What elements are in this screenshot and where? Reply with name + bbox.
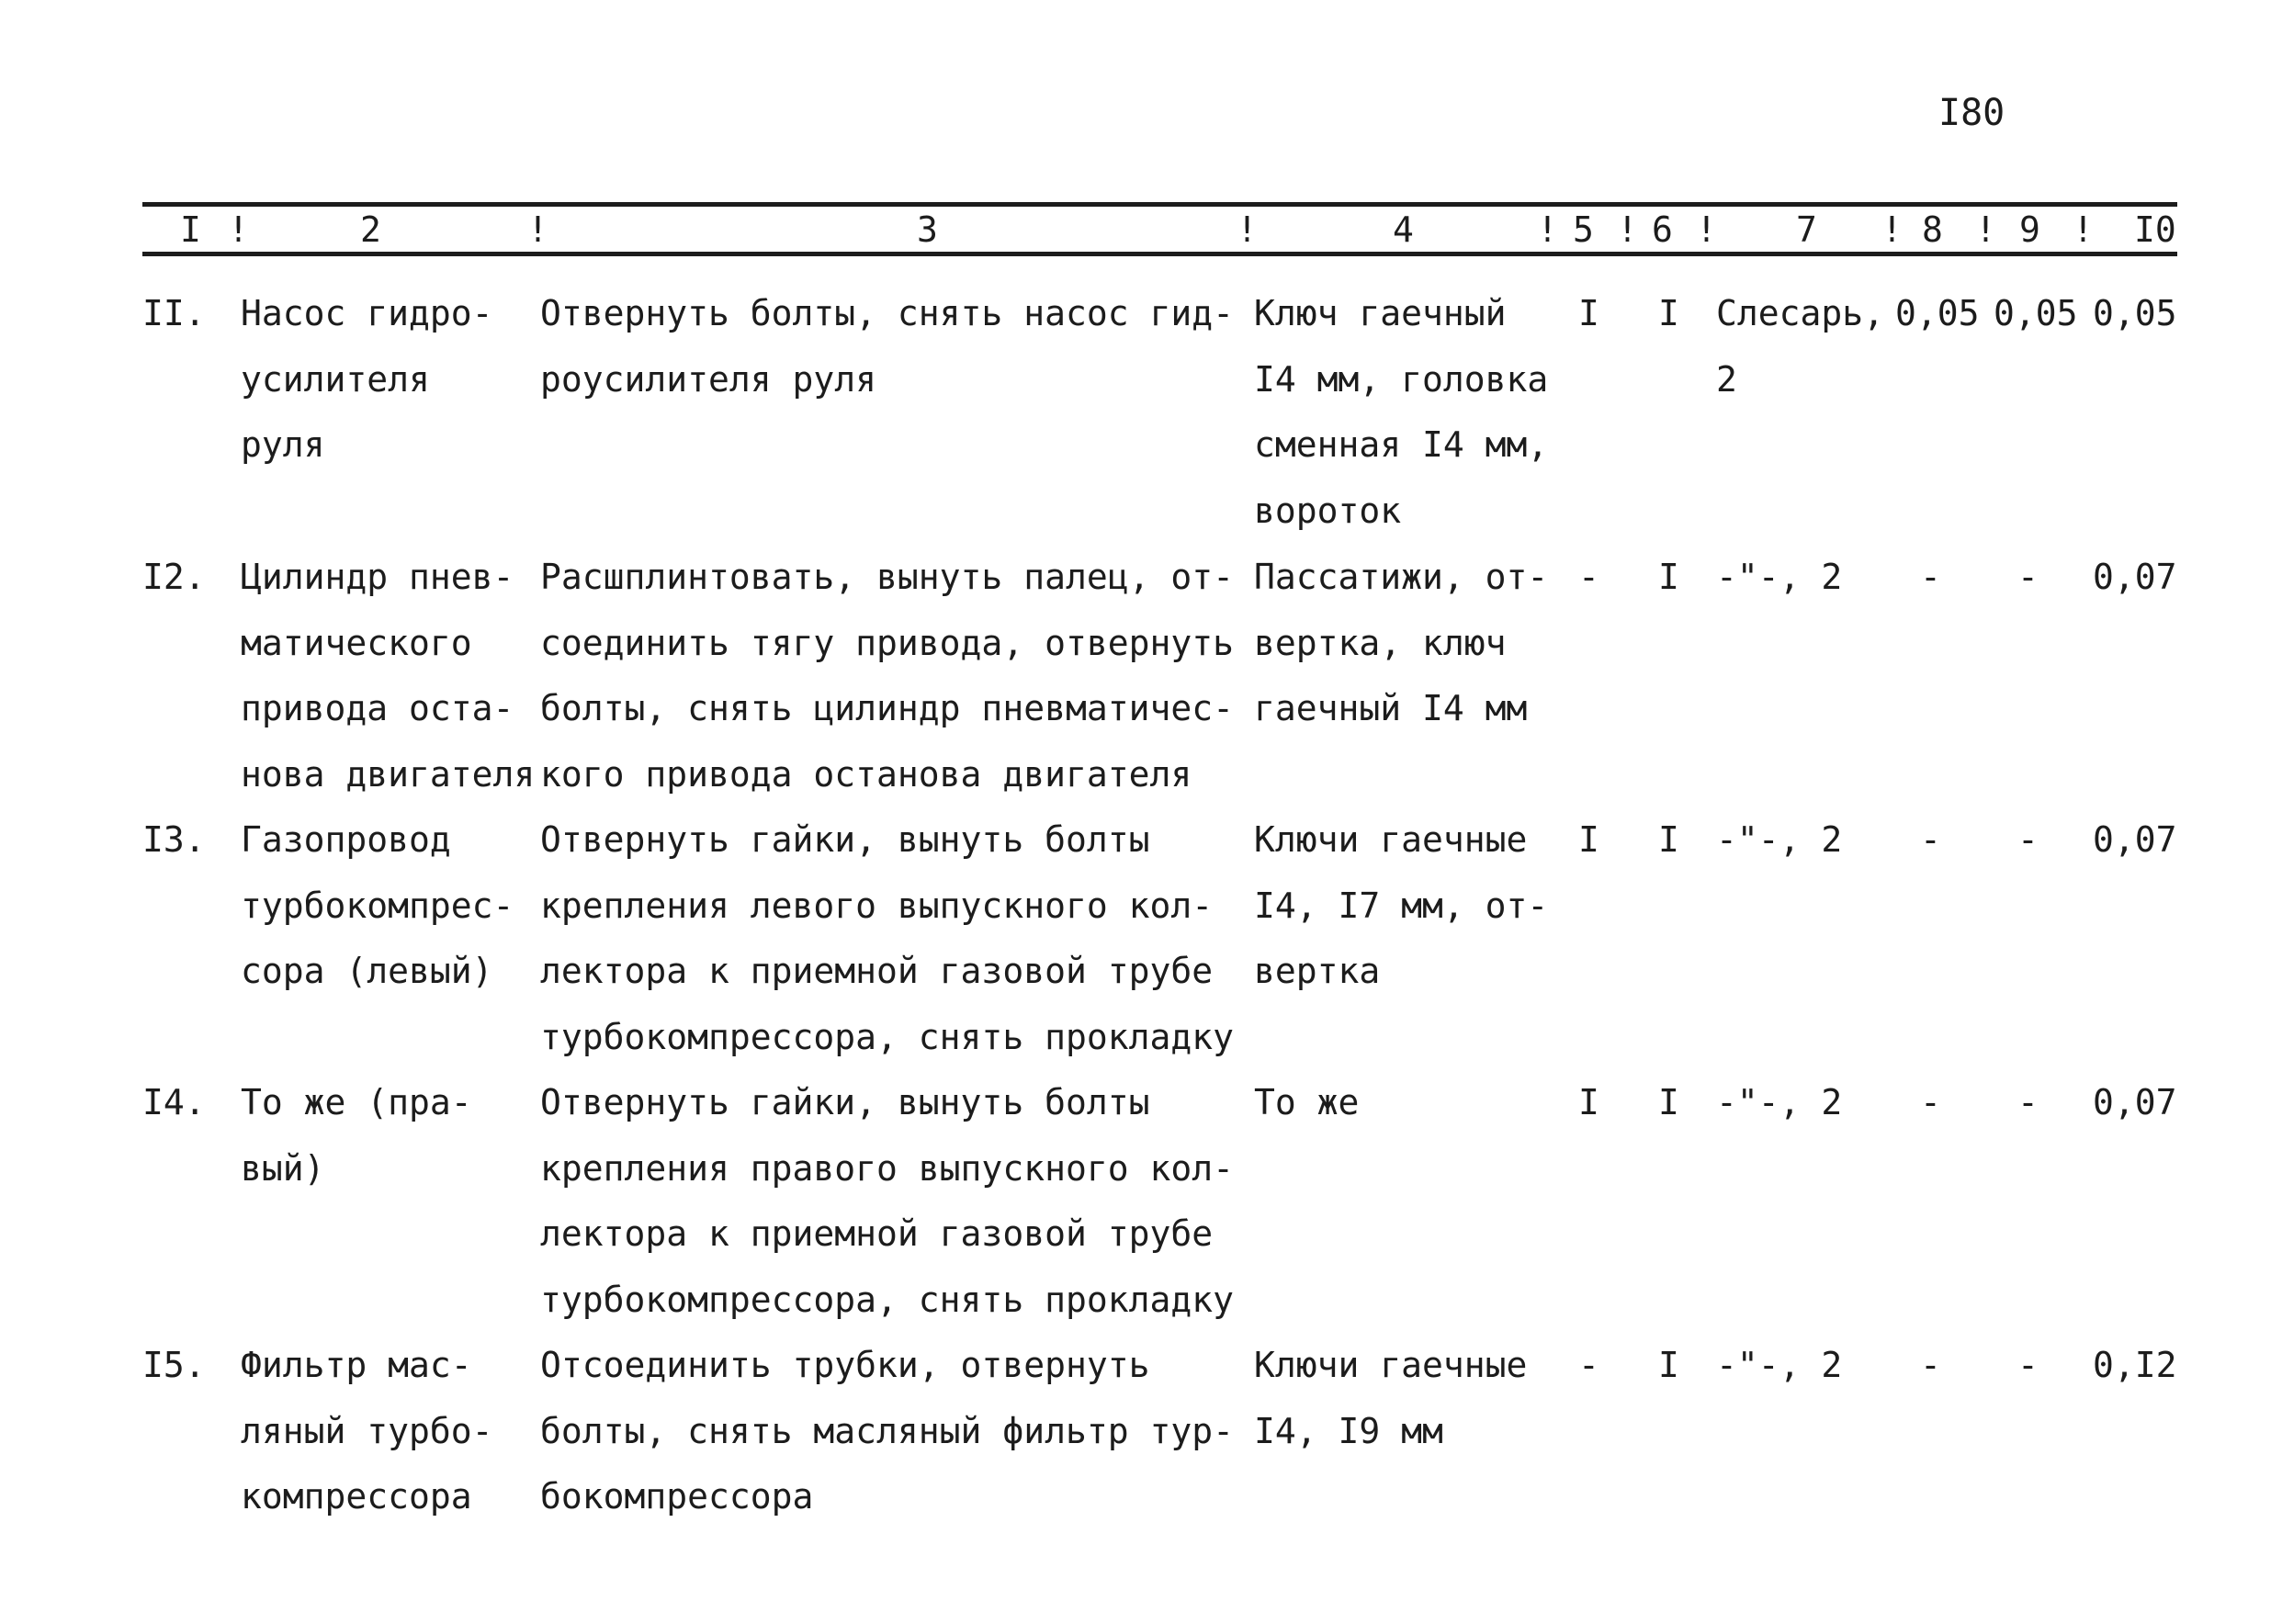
operation-text: Расшплинтовать, вынуть палец, от- соединить тягу привода, отвернуть болты, снять цилиндр пневматичес- кого привода останова двигателя: [540, 557, 1234, 795]
tool-text: Ключ гаечный I4 мм, головка сменная I4 мм, вороток: [1254, 293, 1549, 531]
col-8-value: -: [1920, 557, 1941, 597]
col-6-value: I: [1658, 1345, 1679, 1385]
header-separator: !: [1617, 209, 1638, 250]
col-5-value: I: [1578, 293, 1599, 333]
header-col-9: 9: [2019, 209, 2040, 250]
header-separator: !: [1696, 209, 1717, 250]
worker-text: -"-, 2: [1716, 819, 1843, 860]
col-9-value: 0,05: [1994, 293, 2078, 333]
col-6-value: I: [1658, 819, 1679, 860]
worker-text: -"-, 2: [1716, 557, 1843, 597]
header-separator: !: [1537, 209, 1558, 250]
row-number: I5.: [142, 1345, 206, 1385]
col-9-value: -: [2017, 1345, 2039, 1385]
part-name: Фильтр мас- ляный турбо- компрессора: [241, 1345, 493, 1517]
part-name: Насос гидро- усилителя руля: [241, 293, 493, 465]
operation-text: Отвернуть гайки, вынуть болты крепления правого выпускного кол- лектора к приемной газовой трубе турбокомпрессора, снять прокладку: [540, 1082, 1234, 1320]
worker-text: -"-, 2: [1716, 1082, 1843, 1122]
col-8-value: 0,05: [1895, 293, 1980, 333]
col-9-value: -: [2017, 1082, 2039, 1122]
col-8-value: -: [1920, 1082, 1941, 1122]
page-number: I80: [1938, 92, 2005, 134]
row-number: I3.: [142, 819, 206, 860]
col-5-value: -: [1578, 1345, 1599, 1385]
col-9-value: -: [2017, 557, 2039, 597]
col-5-value: I: [1578, 1082, 1599, 1122]
operation-text: Отвернуть болты, снять насос гид- роусилителя руля: [540, 293, 1234, 400]
col-6-value: I: [1658, 293, 1679, 333]
col-6-value: I: [1658, 557, 1679, 597]
part-name: То же (пра- вый): [241, 1082, 472, 1189]
row-number: I2.: [142, 557, 206, 597]
part-name: Цилиндр пнев- матического привода оста- нова двигателя: [241, 557, 536, 795]
worker-text: -"-, 2: [1716, 1345, 1843, 1385]
operation-text: Отсоединить трубки, отвернуть болты, снять масляный фильтр тур- бокомпрессора: [540, 1345, 1234, 1517]
col-10-value: 0,I2: [2093, 1345, 2177, 1385]
col-10-value: 0,05: [2093, 293, 2177, 333]
header-col-2: 2: [360, 209, 381, 250]
header-separator: !: [2073, 209, 2094, 250]
header-separator: !: [1237, 209, 1258, 250]
part-name: Газопровод турбокомпрес- сора (левый): [241, 819, 514, 991]
header-separator: !: [228, 209, 249, 250]
tool-text: То же: [1254, 1082, 1360, 1122]
col-10-value: 0,07: [2093, 819, 2177, 860]
col-5-value: -: [1578, 557, 1599, 597]
col-10-value: 0,07: [2093, 557, 2177, 597]
col-6-value: I: [1658, 1082, 1679, 1122]
col-8-value: -: [1920, 819, 1941, 860]
tool-text: Ключи гаечные I4, I7 мм, от- вертка: [1254, 819, 1549, 991]
operation-text: Отвернуть гайки, вынуть болты крепления левого выпускного кол- лектора к приемной газовой трубе турбокомпрессора, снять прокладку: [540, 819, 1234, 1057]
header-col-5: 5: [1573, 209, 1594, 250]
header-col-10: I0: [2134, 209, 2176, 250]
col-10-value: 0,07: [2093, 1082, 2177, 1122]
row-number: II.: [142, 293, 206, 333]
header-col-1: I: [180, 209, 201, 250]
table-rule-bottom: [142, 252, 2177, 256]
header-col-6: 6: [1652, 209, 1673, 250]
tool-text: Пассатижи, от- вертка, ключ гаечный I4 мм: [1254, 557, 1549, 728]
header-col-4: 4: [1393, 209, 1414, 250]
col-8-value: -: [1920, 1345, 1941, 1385]
table-rule-top: [142, 202, 2177, 207]
header-separator: !: [527, 209, 548, 250]
header-col-7: 7: [1796, 209, 1817, 250]
header-separator: !: [1975, 209, 1996, 250]
table-header-row: [0, 209, 2282, 250]
worker-text: Слесарь, 2: [1716, 293, 1885, 400]
header-col-3: 3: [917, 209, 938, 250]
row-number: I4.: [142, 1082, 206, 1122]
header-separator: !: [1881, 209, 1903, 250]
col-5-value: I: [1578, 819, 1599, 860]
header-col-8: 8: [1922, 209, 1943, 250]
tool-text: Ключи гаечные I4, I9 мм: [1254, 1345, 1528, 1451]
col-9-value: -: [2017, 819, 2039, 860]
